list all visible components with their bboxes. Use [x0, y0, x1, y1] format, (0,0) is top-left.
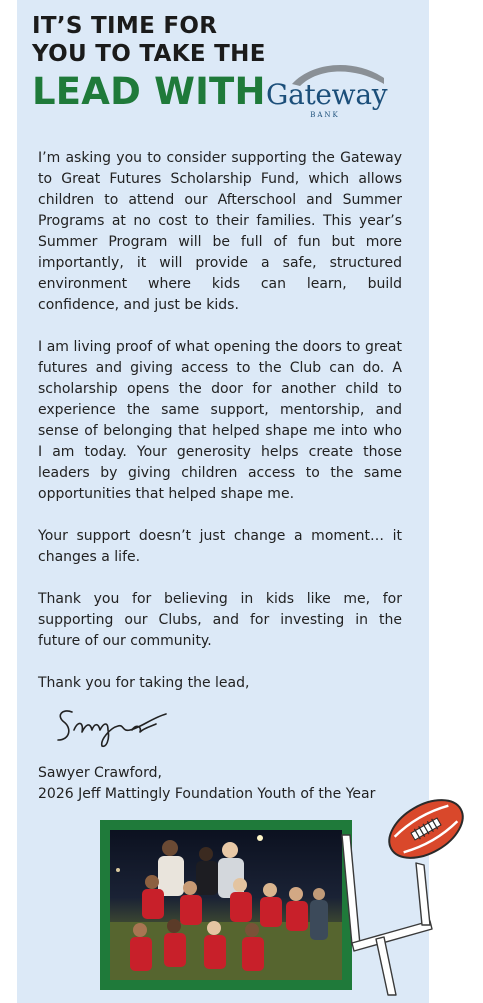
signer-title: 2026 Jeff Mattingly Foundation Youth of the Year	[38, 786, 376, 802]
photo-frame	[100, 820, 352, 990]
team-photo-illustration	[110, 830, 342, 980]
logo-subtext: BANK	[310, 111, 340, 119]
headline-line-2: YOU TO TAKE THE	[32, 41, 266, 67]
headline-line-3: LEAD WITH	[32, 70, 266, 113]
letter-body	[38, 148, 402, 715]
paragraph-3: Your support doesn’t just change a moment… it changes a life.	[38, 528, 402, 565]
paragraph-1: I’m asking you to consider supporting the Gateway to Great Futures Scholarship Fund, which allows children to attend our Afterschool and Summer Programs at no cost to their families. This year’s Summer Program will be full of fun but more importantly, it will provide a safe, structured environment where kids can learn, build confidence, and just be kids.	[38, 150, 402, 313]
logo-wordmark: Gateway	[266, 78, 388, 111]
paragraph-2: I am living proof of what opening the doors to great futures and giving access to the Club can do. A scholarship opens the door for another child to experience the same support, mentorship, and sense of belonging that helped shape me into who I am today. Your generosity helps create those leaders by giving children access to the same opportunities that helped shape me.	[38, 339, 402, 502]
signer-name: Sawyer Crawford,	[38, 765, 162, 781]
paragraph-4: Thank you for believing in kids like me, for supporting our Clubs, and for investing in the future of our community.	[38, 591, 402, 649]
football-icon	[383, 790, 469, 868]
headline-line-1: IT’S TIME FOR	[32, 13, 218, 39]
closing-line: Thank you for taking the lead,	[38, 675, 250, 691]
team-photo	[110, 830, 342, 980]
gateway-bank-logo	[262, 58, 388, 124]
signer-block	[38, 763, 375, 805]
signature-icon	[52, 700, 202, 752]
headline	[32, 12, 266, 114]
